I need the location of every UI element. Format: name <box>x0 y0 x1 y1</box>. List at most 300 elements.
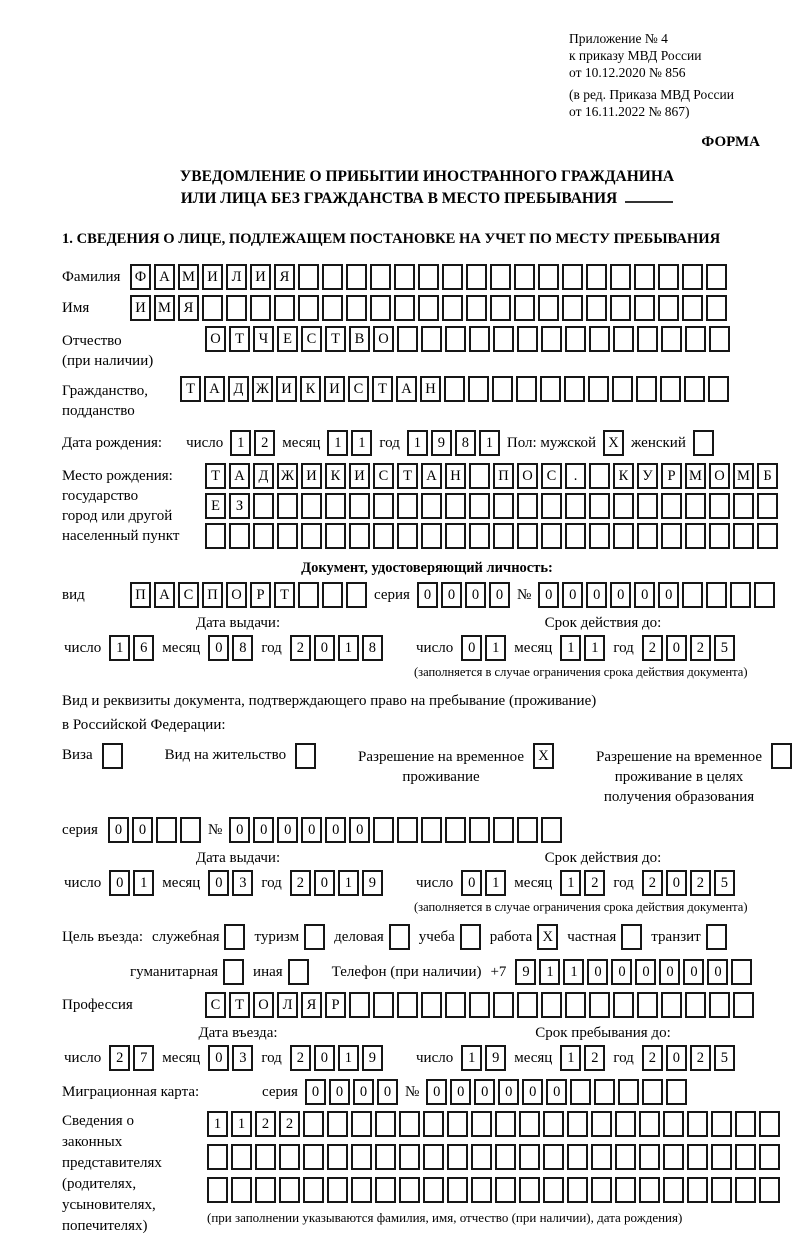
citizenship-cell[interactable] <box>540 376 561 402</box>
phone-cell[interactable]: 1 <box>539 959 560 985</box>
representatives-row2-cell[interactable] <box>447 1144 468 1170</box>
until-year-cell[interactable]: 2 <box>642 1045 663 1071</box>
profession-cell[interactable] <box>517 992 538 1018</box>
expiry-day-cell[interactable]: 0 <box>461 635 482 661</box>
birth-place-row3-cell[interactable] <box>325 523 346 549</box>
given-name-cell[interactable] <box>298 295 319 321</box>
profession-cell[interactable] <box>661 992 682 1018</box>
representatives-row1-cell[interactable] <box>471 1111 492 1137</box>
surname-cell[interactable] <box>538 264 559 290</box>
patronymic-cell[interactable]: В <box>349 326 370 352</box>
birth-place-row1-cell[interactable]: Р <box>661 463 682 489</box>
birth-place-row2-cell[interactable] <box>757 493 778 519</box>
stay-number-cell[interactable] <box>445 817 466 843</box>
birth-place-row1-cell[interactable]: Т <box>205 463 226 489</box>
representatives-row3-cell[interactable] <box>735 1177 756 1203</box>
phone-cell[interactable] <box>731 959 752 985</box>
profession-cell[interactable]: Я <box>301 992 322 1018</box>
birth-place-row3-cell[interactable] <box>637 523 658 549</box>
stay-issue-month-cell[interactable]: 0 <box>208 870 229 896</box>
surname-cell[interactable] <box>442 264 463 290</box>
patronymic-cell[interactable] <box>637 326 658 352</box>
birth-place-row2-cell[interactable] <box>253 493 274 519</box>
identity-type-cell[interactable]: Р <box>250 582 271 608</box>
representatives-row2-cell[interactable] <box>231 1144 252 1170</box>
issue-year-cell[interactable]: 0 <box>314 635 335 661</box>
visa-cell[interactable] <box>102 743 123 769</box>
identity-number-cell[interactable] <box>682 582 703 608</box>
profession-cell[interactable] <box>589 992 610 1018</box>
patronymic-cell[interactable]: Т <box>325 326 346 352</box>
birth-place-row2-cell[interactable]: З <box>229 493 250 519</box>
representatives-row2-cell[interactable] <box>375 1144 396 1170</box>
representatives-row1-cell[interactable] <box>447 1111 468 1137</box>
surname-cell[interactable] <box>322 264 343 290</box>
profession-cell[interactable] <box>733 992 754 1018</box>
representatives-row1-cell[interactable]: 2 <box>255 1111 276 1137</box>
phone-cell[interactable]: 0 <box>659 959 680 985</box>
birth-place-row1-cell[interactable]: К <box>613 463 634 489</box>
profession-cell[interactable] <box>373 992 394 1018</box>
given-name-cell[interactable] <box>490 295 511 321</box>
birth-place-row1-cell[interactable] <box>469 463 490 489</box>
identity-series-cell[interactable]: 0 <box>465 582 486 608</box>
temp-residence-cell[interactable]: X <box>533 743 554 769</box>
purpose-commercial-cell[interactable] <box>389 924 410 950</box>
surname-cell[interactable]: Ф <box>130 264 151 290</box>
profession-cell[interactable] <box>445 992 466 1018</box>
surname-cell[interactable]: И <box>202 264 223 290</box>
birth-place-row1-cell[interactable]: М <box>733 463 754 489</box>
purpose-humanitarian-cell[interactable] <box>223 959 244 985</box>
entry-year-cell[interactable]: 2 <box>290 1045 311 1071</box>
given-name-cell[interactable] <box>586 295 607 321</box>
surname-cell[interactable]: А <box>154 264 175 290</box>
birth-place-row2-cell[interactable] <box>517 493 538 519</box>
surname-cell[interactable] <box>706 264 727 290</box>
representatives-row3-cell[interactable] <box>759 1177 780 1203</box>
birth-place-row3-cell[interactable] <box>733 523 754 549</box>
citizenship-cell[interactable]: Н <box>420 376 441 402</box>
until-year-cell[interactable]: 5 <box>714 1045 735 1071</box>
representatives-row1-cell[interactable] <box>759 1111 780 1137</box>
surname-cell[interactable] <box>634 264 655 290</box>
birth-place-row3-cell[interactable] <box>397 523 418 549</box>
identity-number-cell[interactable]: 0 <box>658 582 679 608</box>
stay-number-cell[interactable] <box>541 817 562 843</box>
migration-number-cell[interactable] <box>642 1079 663 1105</box>
stay-expiry-year-cell[interactable]: 5 <box>714 870 735 896</box>
given-name-cell[interactable] <box>250 295 271 321</box>
stay-issue-year-cell[interactable]: 0 <box>314 870 335 896</box>
stay-expiry-year-cell[interactable]: 0 <box>666 870 687 896</box>
patronymic-cell[interactable] <box>661 326 682 352</box>
birth-place-row2-cell[interactable] <box>493 493 514 519</box>
birth-place-row1-cell[interactable]: О <box>709 463 730 489</box>
given-name-cell[interactable] <box>706 295 727 321</box>
surname-cell[interactable] <box>610 264 631 290</box>
birth-place-row2-cell[interactable] <box>541 493 562 519</box>
birth-place-row3-cell[interactable] <box>469 523 490 549</box>
migration-series-cell[interactable]: 0 <box>305 1079 326 1105</box>
representatives-row3-cell[interactable] <box>687 1177 708 1203</box>
identity-number-cell[interactable]: 0 <box>610 582 631 608</box>
representatives-row2-cell[interactable] <box>279 1144 300 1170</box>
birth-year-cell[interactable]: 1 <box>479 430 500 456</box>
birth-place-row3-cell[interactable] <box>517 523 538 549</box>
stay-number-cell[interactable]: 0 <box>349 817 370 843</box>
stay-issue-day-cell[interactable]: 0 <box>109 870 130 896</box>
representatives-row3-cell[interactable] <box>615 1177 636 1203</box>
citizenship-cell[interactable]: Ж <box>252 376 273 402</box>
representatives-row3-cell[interactable] <box>471 1177 492 1203</box>
stay-issue-year-cell[interactable]: 9 <box>362 870 383 896</box>
birth-place-row2-cell[interactable] <box>565 493 586 519</box>
citizenship-cell[interactable] <box>588 376 609 402</box>
stay-series-cell[interactable] <box>156 817 177 843</box>
birth-place-row2-cell[interactable] <box>445 493 466 519</box>
profession-cell[interactable] <box>709 992 730 1018</box>
citizenship-cell[interactable]: Д <box>228 376 249 402</box>
purpose-private-cell[interactable] <box>621 924 642 950</box>
birth-place-row2-cell[interactable] <box>661 493 682 519</box>
purpose-business-cell[interactable] <box>224 924 245 950</box>
birth-place-row3-cell[interactable] <box>301 523 322 549</box>
profession-cell[interactable]: С <box>205 992 226 1018</box>
identity-type-cell[interactable] <box>346 582 367 608</box>
citizenship-cell[interactable]: А <box>396 376 417 402</box>
given-name-cell[interactable] <box>514 295 535 321</box>
representatives-row3-cell[interactable] <box>711 1177 732 1203</box>
citizenship-cell[interactable]: А <box>204 376 225 402</box>
given-name-cell[interactable]: И <box>130 295 151 321</box>
representatives-row1-cell[interactable] <box>543 1111 564 1137</box>
representatives-row1-cell[interactable] <box>399 1111 420 1137</box>
surname-cell[interactable] <box>346 264 367 290</box>
representatives-row2-cell[interactable] <box>735 1144 756 1170</box>
representatives-row1-cell[interactable]: 1 <box>231 1111 252 1137</box>
identity-number-cell[interactable]: 0 <box>562 582 583 608</box>
until-day-cell[interactable]: 1 <box>461 1045 482 1071</box>
birth-place-row2-cell[interactable] <box>685 493 706 519</box>
identity-series-cell[interactable]: 0 <box>417 582 438 608</box>
citizenship-cell[interactable] <box>612 376 633 402</box>
representatives-row2-cell[interactable] <box>615 1144 636 1170</box>
birth-place-row3-cell[interactable] <box>253 523 274 549</box>
entry-month-cell[interactable]: 0 <box>208 1045 229 1071</box>
purpose-other-cell[interactable] <box>288 959 309 985</box>
identity-series-cell[interactable]: 0 <box>489 582 510 608</box>
representatives-row3-cell[interactable] <box>255 1177 276 1203</box>
expiry-year-cell[interactable]: 5 <box>714 635 735 661</box>
birth-place-row2-cell[interactable] <box>277 493 298 519</box>
birth-place-row1-cell[interactable]: М <box>685 463 706 489</box>
patronymic-cell[interactable] <box>709 326 730 352</box>
birth-place-row3-cell[interactable] <box>493 523 514 549</box>
profession-cell[interactable] <box>397 992 418 1018</box>
representatives-row3-cell[interactable] <box>231 1177 252 1203</box>
given-name-cell[interactable] <box>610 295 631 321</box>
birth-place-row1-cell[interactable] <box>589 463 610 489</box>
representatives-row1-cell[interactable] <box>303 1111 324 1137</box>
profession-cell[interactable] <box>685 992 706 1018</box>
identity-type-cell[interactable]: С <box>178 582 199 608</box>
issue-day-cell[interactable]: 1 <box>109 635 130 661</box>
migration-number-cell[interactable]: 0 <box>474 1079 495 1105</box>
birth-place-row2-cell[interactable] <box>733 493 754 519</box>
expiry-month-cell[interactable]: 1 <box>584 635 605 661</box>
birth-place-row2-cell[interactable] <box>325 493 346 519</box>
patronymic-cell[interactable] <box>517 326 538 352</box>
stay-number-cell[interactable] <box>421 817 442 843</box>
edu-residence-cell[interactable] <box>771 743 792 769</box>
migration-number-cell[interactable]: 0 <box>426 1079 447 1105</box>
birth-place-row2-cell[interactable] <box>301 493 322 519</box>
migration-series-cell[interactable]: 0 <box>353 1079 374 1105</box>
until-month-cell[interactable]: 2 <box>584 1045 605 1071</box>
stay-issue-year-cell[interactable]: 2 <box>290 870 311 896</box>
stay-expiry-year-cell[interactable]: 2 <box>642 870 663 896</box>
identity-number-cell[interactable] <box>754 582 775 608</box>
birth-place-row1-cell[interactable]: С <box>373 463 394 489</box>
citizenship-cell[interactable]: Т <box>180 376 201 402</box>
citizenship-cell[interactable]: И <box>324 376 345 402</box>
identity-type-cell[interactable]: П <box>130 582 151 608</box>
identity-number-cell[interactable] <box>730 582 751 608</box>
birth-place-row2-cell[interactable] <box>613 493 634 519</box>
sex-male-cell[interactable]: X <box>603 430 624 456</box>
birth-place-row3-cell[interactable] <box>445 523 466 549</box>
entry-year-cell[interactable]: 9 <box>362 1045 383 1071</box>
given-name-cell[interactable] <box>466 295 487 321</box>
birth-place-row2-cell[interactable] <box>349 493 370 519</box>
identity-type-cell[interactable]: Т <box>274 582 295 608</box>
phone-cell[interactable]: 0 <box>635 959 656 985</box>
birth-place-row1-cell[interactable]: А <box>421 463 442 489</box>
birth-place-row1-cell[interactable]: Б <box>757 463 778 489</box>
purpose-study-cell[interactable] <box>460 924 481 950</box>
birth-place-row3-cell[interactable] <box>589 523 610 549</box>
birth-month-cell[interactable]: 1 <box>351 430 372 456</box>
representatives-row1-cell[interactable] <box>639 1111 660 1137</box>
representatives-row3-cell[interactable] <box>543 1177 564 1203</box>
stay-series-cell[interactable]: 0 <box>132 817 153 843</box>
migration-number-cell[interactable]: 0 <box>546 1079 567 1105</box>
patronymic-cell[interactable] <box>469 326 490 352</box>
patronymic-cell[interactable]: О <box>205 326 226 352</box>
given-name-cell[interactable] <box>202 295 223 321</box>
patronymic-cell[interactable] <box>397 326 418 352</box>
citizenship-cell[interactable]: С <box>348 376 369 402</box>
birth-place-row3-cell[interactable] <box>757 523 778 549</box>
representatives-row1-cell[interactable] <box>351 1111 372 1137</box>
migration-series-cell[interactable]: 0 <box>329 1079 350 1105</box>
issue-month-cell[interactable]: 8 <box>232 635 253 661</box>
entry-year-cell[interactable]: 1 <box>338 1045 359 1071</box>
migration-series-cell[interactable]: 0 <box>377 1079 398 1105</box>
given-name-cell[interactable] <box>226 295 247 321</box>
birth-place-row2-cell[interactable] <box>469 493 490 519</box>
birth-place-row1-cell[interactable]: И <box>301 463 322 489</box>
representatives-row3-cell[interactable] <box>447 1177 468 1203</box>
identity-number-cell[interactable]: 0 <box>538 582 559 608</box>
phone-cell[interactable]: 0 <box>587 959 608 985</box>
representatives-row3-cell[interactable] <box>351 1177 372 1203</box>
entry-month-cell[interactable]: 3 <box>232 1045 253 1071</box>
phone-cell[interactable]: 0 <box>611 959 632 985</box>
phone-cell[interactable]: 0 <box>707 959 728 985</box>
representatives-row2-cell[interactable] <box>303 1144 324 1170</box>
stay-number-cell[interactable] <box>517 817 538 843</box>
surname-cell[interactable] <box>562 264 583 290</box>
patronymic-cell[interactable]: Ч <box>253 326 274 352</box>
stay-number-cell[interactable]: 0 <box>277 817 298 843</box>
birth-place-row3-cell[interactable] <box>613 523 634 549</box>
migration-number-cell[interactable]: 0 <box>498 1079 519 1105</box>
birth-place-row1-cell[interactable]: Ж <box>277 463 298 489</box>
purpose-work-cell[interactable]: X <box>537 924 558 950</box>
patronymic-cell[interactable] <box>421 326 442 352</box>
patronymic-cell[interactable] <box>565 326 586 352</box>
issue-year-cell[interactable]: 1 <box>338 635 359 661</box>
birth-place-row1-cell[interactable]: У <box>637 463 658 489</box>
surname-cell[interactable]: Л <box>226 264 247 290</box>
surname-cell[interactable] <box>418 264 439 290</box>
representatives-row3-cell[interactable] <box>375 1177 396 1203</box>
birth-year-cell[interactable]: 8 <box>455 430 476 456</box>
birth-place-row2-cell[interactable] <box>397 493 418 519</box>
until-year-cell[interactable]: 2 <box>690 1045 711 1071</box>
until-month-cell[interactable]: 1 <box>560 1045 581 1071</box>
birth-month-cell[interactable]: 1 <box>327 430 348 456</box>
birth-place-row3-cell[interactable] <box>661 523 682 549</box>
profession-cell[interactable]: Т <box>229 992 250 1018</box>
profession-cell[interactable] <box>421 992 442 1018</box>
representatives-row3-cell[interactable] <box>279 1177 300 1203</box>
citizenship-cell[interactable] <box>468 376 489 402</box>
profession-cell[interactable] <box>541 992 562 1018</box>
representatives-row2-cell[interactable] <box>495 1144 516 1170</box>
surname-cell[interactable] <box>682 264 703 290</box>
representatives-row3-cell[interactable] <box>327 1177 348 1203</box>
expiry-year-cell[interactable]: 2 <box>642 635 663 661</box>
representatives-row2-cell[interactable] <box>567 1144 588 1170</box>
until-day-cell[interactable]: 9 <box>485 1045 506 1071</box>
surname-cell[interactable]: И <box>250 264 271 290</box>
given-name-cell[interactable] <box>658 295 679 321</box>
birth-place-row3-cell[interactable] <box>373 523 394 549</box>
stay-number-cell[interactable]: 0 <box>325 817 346 843</box>
profession-cell[interactable] <box>613 992 634 1018</box>
citizenship-cell[interactable] <box>708 376 729 402</box>
representatives-row3-cell[interactable] <box>207 1177 228 1203</box>
identity-type-cell[interactable] <box>298 582 319 608</box>
citizenship-cell[interactable]: Т <box>372 376 393 402</box>
given-name-cell[interactable] <box>274 295 295 321</box>
representatives-row1-cell[interactable] <box>687 1111 708 1137</box>
citizenship-cell[interactable] <box>516 376 537 402</box>
representatives-row2-cell[interactable] <box>471 1144 492 1170</box>
entry-day-cell[interactable]: 7 <box>133 1045 154 1071</box>
given-name-cell[interactable] <box>322 295 343 321</box>
migration-number-cell[interactable] <box>570 1079 591 1105</box>
birth-place-row2-cell[interactable] <box>709 493 730 519</box>
migration-number-cell[interactable]: 0 <box>522 1079 543 1105</box>
surname-cell[interactable] <box>298 264 319 290</box>
representatives-row1-cell[interactable] <box>735 1111 756 1137</box>
patronymic-cell[interactable] <box>589 326 610 352</box>
citizenship-cell[interactable]: И <box>276 376 297 402</box>
representatives-row2-cell[interactable] <box>207 1144 228 1170</box>
expiry-day-cell[interactable]: 1 <box>485 635 506 661</box>
identity-series-cell[interactable]: 0 <box>441 582 462 608</box>
representatives-row2-cell[interactable] <box>639 1144 660 1170</box>
stay-expiry-year-cell[interactable]: 2 <box>690 870 711 896</box>
representatives-row2-cell[interactable] <box>351 1144 372 1170</box>
representatives-row3-cell[interactable] <box>567 1177 588 1203</box>
citizenship-cell[interactable] <box>444 376 465 402</box>
migration-number-cell[interactable] <box>618 1079 639 1105</box>
patronymic-cell[interactable] <box>445 326 466 352</box>
given-name-cell[interactable] <box>562 295 583 321</box>
birth-place-row3-cell[interactable] <box>229 523 250 549</box>
surname-cell[interactable] <box>514 264 535 290</box>
representatives-row3-cell[interactable] <box>399 1177 420 1203</box>
surname-cell[interactable]: М <box>178 264 199 290</box>
stay-expiry-month-cell[interactable]: 2 <box>584 870 605 896</box>
patronymic-cell[interactable] <box>613 326 634 352</box>
birth-place-row2-cell[interactable] <box>373 493 394 519</box>
representatives-row3-cell[interactable] <box>303 1177 324 1203</box>
representatives-row2-cell[interactable] <box>519 1144 540 1170</box>
profession-cell[interactable] <box>637 992 658 1018</box>
birth-place-row1-cell[interactable]: Т <box>397 463 418 489</box>
issue-month-cell[interactable]: 0 <box>208 635 229 661</box>
birth-place-row3-cell[interactable] <box>421 523 442 549</box>
stay-number-cell[interactable] <box>493 817 514 843</box>
identity-number-cell[interactable]: 0 <box>634 582 655 608</box>
profession-cell[interactable]: Л <box>277 992 298 1018</box>
birth-place-row1-cell[interactable]: . <box>565 463 586 489</box>
representatives-row1-cell[interactable]: 1 <box>207 1111 228 1137</box>
citizenship-cell[interactable]: К <box>300 376 321 402</box>
given-name-cell[interactable]: М <box>154 295 175 321</box>
representatives-row3-cell[interactable] <box>495 1177 516 1203</box>
patronymic-cell[interactable]: О <box>373 326 394 352</box>
stay-expiry-day-cell[interactable]: 1 <box>485 870 506 896</box>
birth-day-cell[interactable]: 2 <box>254 430 275 456</box>
patronymic-cell[interactable]: Т <box>229 326 250 352</box>
patronymic-cell[interactable] <box>541 326 562 352</box>
expiry-year-cell[interactable]: 2 <box>690 635 711 661</box>
expiry-month-cell[interactable]: 1 <box>560 635 581 661</box>
surname-cell[interactable] <box>490 264 511 290</box>
phone-cell[interactable]: 9 <box>515 959 536 985</box>
issue-day-cell[interactable]: 6 <box>133 635 154 661</box>
birth-place-row3-cell[interactable] <box>277 523 298 549</box>
surname-cell[interactable] <box>370 264 391 290</box>
given-name-cell[interactable] <box>394 295 415 321</box>
entry-day-cell[interactable]: 2 <box>109 1045 130 1071</box>
given-name-cell[interactable]: Я <box>178 295 199 321</box>
stay-number-cell[interactable]: 0 <box>253 817 274 843</box>
birth-place-row3-cell[interactable] <box>541 523 562 549</box>
given-name-cell[interactable] <box>370 295 391 321</box>
representatives-row1-cell[interactable] <box>591 1111 612 1137</box>
surname-cell[interactable] <box>658 264 679 290</box>
given-name-cell[interactable] <box>418 295 439 321</box>
representatives-row1-cell[interactable] <box>375 1111 396 1137</box>
